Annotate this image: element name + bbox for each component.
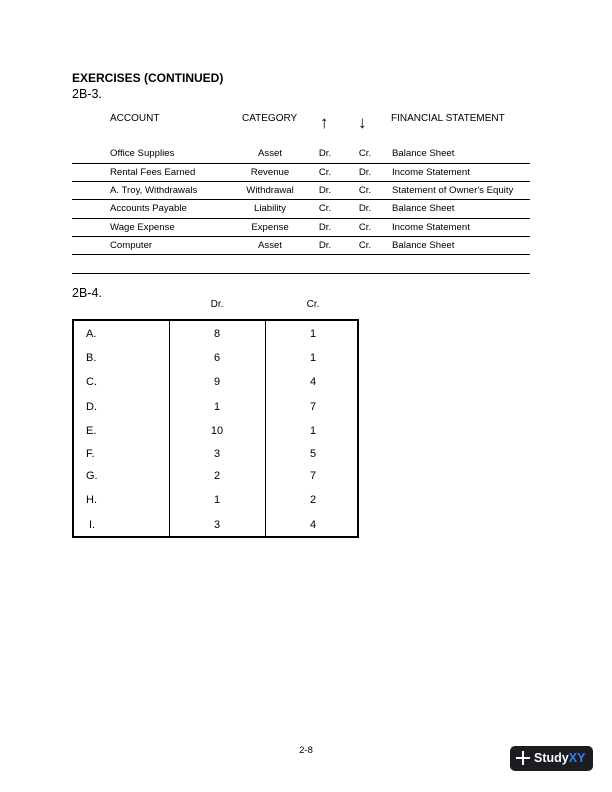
cell-statement: Income Statement [392, 222, 470, 233]
cell-increase: Dr. [318, 148, 332, 159]
table-row [72, 145, 530, 163]
cell-category: Expense [251, 222, 289, 233]
item-label: A. [86, 328, 97, 340]
cell-decrease: Cr. [358, 148, 372, 159]
cell-statement: Balance Sheet [392, 148, 455, 159]
cell-account: Rental Fees Earned [110, 167, 196, 178]
table-row [72, 237, 530, 255]
item-cr: 4 [309, 376, 317, 388]
item-dr: 1 [213, 401, 221, 413]
list-item [74, 448, 357, 464]
cell-increase: Dr. [318, 240, 332, 251]
exercise-label-2b3: 2B-3. [72, 87, 102, 101]
logo-brand-accent: XY [568, 751, 586, 765]
item-label: E. [86, 425, 97, 437]
cell-decrease: Dr. [358, 203, 372, 214]
cell-account: Wage Expense [110, 222, 175, 233]
cell-decrease: Dr. [358, 167, 372, 178]
cell-category: Liability [254, 203, 286, 214]
cell-statement: Statement of Owner's Equity [392, 185, 514, 196]
item-dr: 8 [213, 328, 221, 340]
exercise-label-2b4: 2B-4. [72, 286, 102, 300]
item-dr: 3 [213, 519, 221, 531]
plus-icon [516, 751, 530, 765]
t-account-box [72, 319, 359, 538]
table-row [72, 182, 530, 200]
item-cr: 2 [309, 494, 317, 506]
item-dr: 2 [213, 470, 221, 482]
cell-statement: Balance Sheet [392, 203, 455, 214]
cell-increase: Dr. [318, 222, 332, 233]
item-dr: 10 [210, 425, 224, 437]
cell-increase: Cr. [318, 203, 332, 214]
header-category: CATEGORY [242, 113, 298, 124]
list-item [74, 425, 357, 441]
increase-arrow-icon: ↑ [320, 113, 329, 132]
item-cr: 7 [309, 470, 317, 482]
table-row [72, 219, 530, 237]
section-divider [72, 273, 530, 274]
header-financial-statement: FINANCIAL STATEMENT [391, 113, 505, 124]
item-label: B. [86, 352, 97, 364]
cell-account: A. Troy, Withdrawals [110, 185, 198, 196]
cell-increase: Dr. [318, 185, 332, 196]
section-heading: EXERCISES (CONTINUED) [72, 71, 224, 85]
cell-statement: Income Statement [392, 167, 470, 178]
list-item [74, 470, 357, 486]
cell-statement: Balance Sheet [392, 240, 455, 251]
decrease-arrow-icon: ↓ [358, 113, 367, 132]
cell-decrease: Cr. [358, 222, 372, 233]
header-account: ACCOUNT [110, 113, 160, 124]
item-cr: 1 [309, 425, 317, 437]
item-cr: 5 [309, 448, 317, 460]
list-item [74, 376, 357, 392]
item-dr: 9 [213, 376, 221, 388]
cell-account: Computer [110, 240, 153, 251]
item-cr: 1 [309, 352, 317, 364]
cell-category: Asset [258, 240, 282, 251]
cell-increase: Cr. [318, 167, 332, 178]
item-label: I. [89, 519, 96, 531]
cell-category: Asset [258, 148, 282, 159]
list-item [74, 328, 357, 344]
cell-account: Office Supplies [110, 148, 175, 159]
row-divider [72, 254, 530, 255]
list-item [74, 352, 357, 368]
cell-decrease: Cr. [358, 240, 372, 251]
item-cr: 7 [309, 401, 317, 413]
table-row [72, 200, 530, 218]
header-dr: Dr. [210, 299, 224, 310]
item-dr: 3 [213, 448, 221, 460]
cell-account: Accounts Payable [110, 203, 187, 214]
item-dr: 1 [213, 494, 221, 506]
list-item [74, 519, 357, 535]
page-number: 2-8 [299, 745, 313, 756]
logo-brand: Study [534, 751, 569, 765]
item-label: H. [86, 494, 97, 506]
list-item [74, 401, 357, 417]
item-label: F. [86, 448, 95, 460]
item-label: D. [86, 401, 97, 413]
item-cr: 1 [309, 328, 317, 340]
item-label: C. [86, 376, 97, 388]
cell-decrease: Cr. [358, 185, 372, 196]
list-item [74, 494, 357, 510]
item-cr: 4 [309, 519, 317, 531]
table-row [72, 164, 530, 182]
logo-text [534, 751, 585, 765]
cell-category: Withdrawal [246, 185, 294, 196]
item-label: G. [86, 470, 98, 482]
item-dr: 6 [213, 352, 221, 364]
header-cr: Cr. [306, 299, 320, 310]
studyxy-logo[interactable] [510, 746, 593, 771]
cell-category: Revenue [250, 167, 290, 178]
